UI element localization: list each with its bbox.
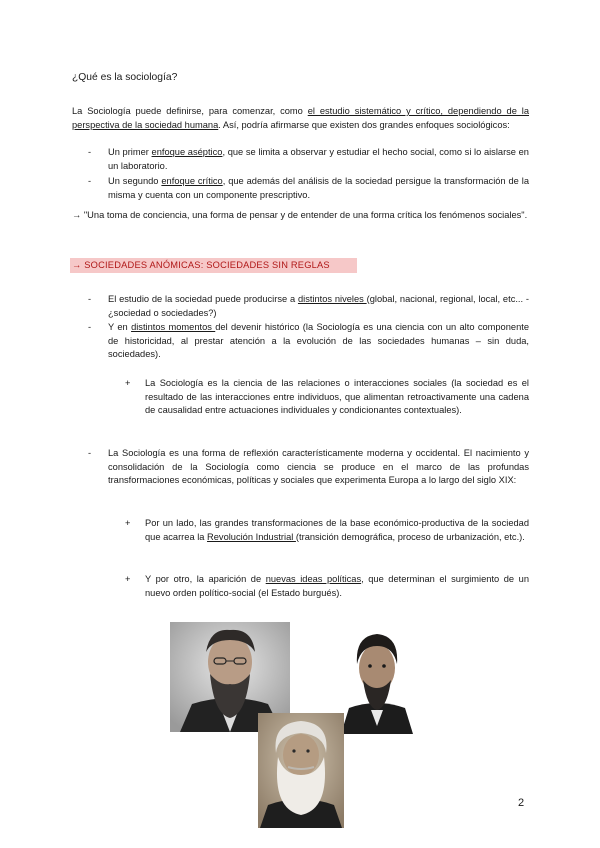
list-item: Y en distintos momentos del devenir histórico (la Sociología es una ciencia con un alto componente de historicidad, al prestar atención a la evolución de las sociedades humanas – sin duda, sociedades). — [108, 322, 529, 360]
page-number: 2 — [518, 797, 525, 809]
sub-list-item: Por un lado, las grandes transformaciones de la base económico-productiva de la sociedad que acarrea la Revolución Industrial (transición demográfica, proceso de urbanización, etc.). — [145, 518, 529, 542]
list-item: El estudio de la sociedad puede producirse a distintos niveles (global, nacional, regional, local, etc... - ¿sociedad o sociedades?) — [108, 294, 529, 318]
approach-item: Un segundo enfoque crítico, que además del análisis de la sociedad persigue la transformación de la misma y cuenta con un componente prescriptivo. — [108, 176, 529, 200]
portrait-bottom-image — [258, 713, 344, 828]
section-title-highlight: → SOCIEDADES ANÓMICAS: SOCIEDADES SIN REGLAS — [70, 258, 357, 273]
intro-paragraph: La Sociología puede definirse, para comenzar, como el estudio sistemático y crítico, dependiendo de la perspectiva de la sociedad humana. Así, podría afirmarse que existen dos grandes enfoques sociológicos: — [72, 106, 529, 130]
portrait-photo-right — [337, 622, 417, 734]
quote-paragraph: → "Una toma de conciencia, una forma de pensar y de entender de una forma crítica los fenómenos sociales". — [72, 210, 528, 220]
sub-list-item: La Sociología es la ciencia de las relaciones o interacciones sociales (la sociedad es el resultado de las interacciones entre individuos, que alimentan retroactivamente una cadena de causalidad entre actuaciones individuales y condicionantes contextuales). — [145, 378, 529, 416]
portrait-photo-bottom — [258, 713, 344, 828]
bullet-dash: - — [88, 322, 92, 332]
list-item: La Sociología es una forma de reflexión característicamente moderna y occidental. El nacimiento y consolidación de la Sociología como ciencia se produce en el marco de las profundas transformaciones económicas, políticas y sociales que experimenta Europa a lo largo del siglo XIX: — [108, 448, 529, 486]
approach-item: Un primer enfoque aséptico, que se limita a observar y estudiar el hecho social, como si lo aislarse en un laboratorio. — [108, 147, 529, 171]
portrait-right-image — [337, 622, 417, 734]
sub-bullet-plus: + — [125, 574, 131, 584]
sub-bullet-plus: + — [125, 378, 131, 388]
page-title: ¿Qué es la sociología? — [72, 72, 178, 83]
definition-underlined: el estudio sistemático y crítico, dependiendo de la perspectiva de la sociedad humana — [72, 106, 529, 130]
bullet-dash: - — [88, 147, 92, 157]
bullet-dash: - — [88, 294, 92, 304]
sub-list-item: Y por otro, la aparición de nuevas ideas políticas, que determinan el surgimiento de un nuevo orden político-social (el Estado burgués). — [145, 574, 529, 598]
sub-bullet-plus: + — [125, 518, 131, 528]
bullet-dash: - — [88, 448, 92, 458]
bullet-dash: - — [88, 176, 92, 186]
